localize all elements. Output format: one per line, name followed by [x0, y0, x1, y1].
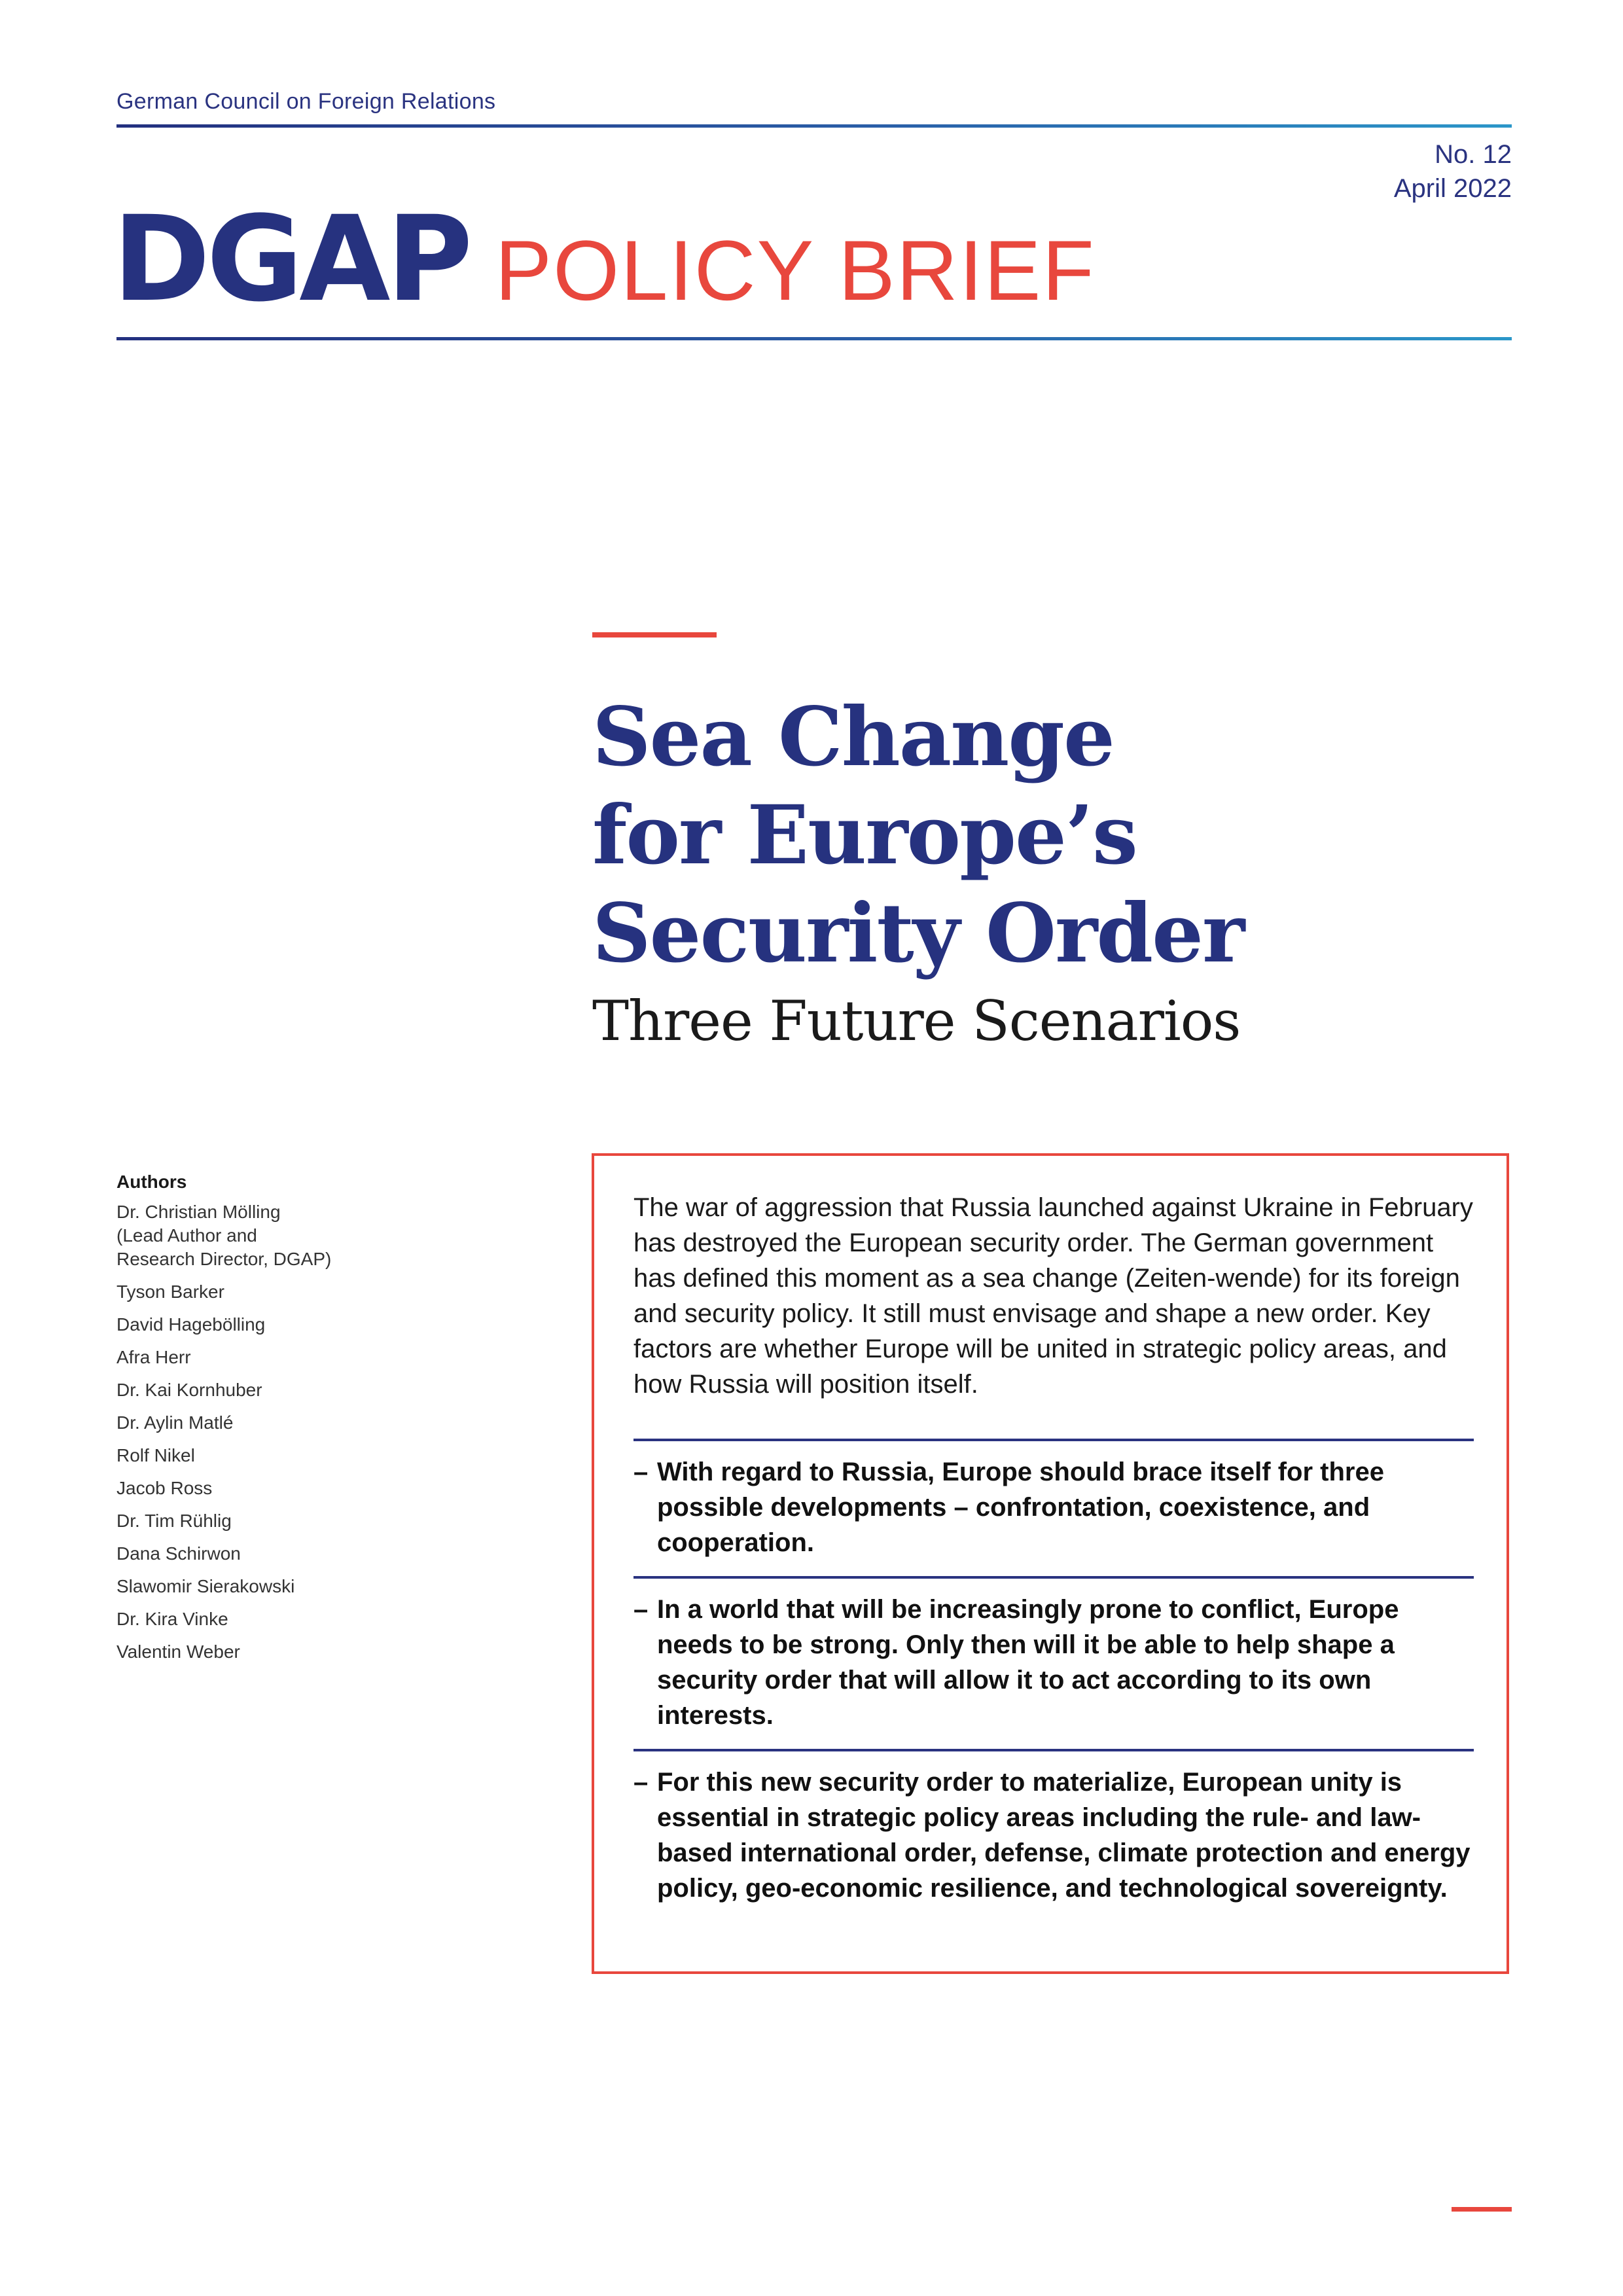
bullet-text: For this new security order to materialize, European unity is essential in strategic policy areas including the rule- and law-based international order, defense, climate protection and energy policy, geo-economic resilience, and technological sovereignty.	[657, 1768, 1471, 1903]
author-12: Dr. Kira Vinke	[116, 1609, 228, 1629]
summary-intro: The war of aggression that Russia launched against Ukraine in February has destroyed the European security order. The German government has defined this moment as a sea change (Zeiten-wende) for its foreign and security policy. It still must envisage and shape a new order. Key factors are whether Europe will be united in strategic policy areas, and how Russia will position itself.	[633, 1193, 1473, 1399]
footer-accent-bar	[1452, 2207, 1512, 2212]
author-4: Afra Herr	[116, 1347, 191, 1367]
bullet-dash: –	[633, 1595, 649, 1624]
summary-bullet	[633, 1592, 1474, 1733]
author-2: Tyson Barker	[116, 1282, 224, 1302]
author-10: Dana Schirwon	[116, 1543, 241, 1564]
author-1-role-b: Research Director, DGAP)	[116, 1249, 332, 1269]
author-5: Dr. Kai Kornhuber	[116, 1380, 262, 1400]
issue-info	[1394, 137, 1512, 206]
bullet-text: With regard to Russia, Europe should brace itself for three possible developments – confrontation, coexistence, and cooperation.	[657, 1458, 1384, 1557]
bullet-dash: –	[633, 1768, 649, 1797]
title-accent-bar	[592, 632, 717, 637]
authors-list	[116, 1172, 457, 1673]
page-subtitle: Three Future Scenarios	[592, 989, 1241, 1053]
issue-number: No. 12	[1435, 140, 1512, 169]
bullet-text: In a world that will be increasingly prone to conflict, Europe needs to be strong. Only then will it be able to help shape a security order that will allow it to act according to its own interests.	[657, 1595, 1399, 1730]
title-line-1: Sea Change	[592, 690, 1114, 785]
header-bottom-rule	[116, 337, 1512, 340]
author-13: Valentin Weber	[116, 1641, 240, 1662]
author-1: Dr. Christian Mölling	[116, 1202, 281, 1222]
author-11: Slawomir Sierakowski	[116, 1576, 295, 1596]
summary-bullet	[633, 1765, 1474, 1906]
dgap-logo	[113, 191, 1096, 328]
issue-date: April 2022	[1393, 174, 1512, 203]
author-1-role-a: (Lead Author and	[116, 1225, 257, 1246]
author-3: David Hagebölling	[116, 1314, 266, 1335]
authors-heading: Authors	[116, 1172, 187, 1192]
author-8: Jacob Ross	[116, 1478, 213, 1498]
logo-mark: DGAP	[113, 191, 469, 328]
summary-box	[592, 1153, 1509, 1974]
title-line-3: Security Order	[592, 886, 1244, 981]
title-line-2: for Europe’s	[592, 788, 1137, 883]
author-6: Dr. Aylin Matlé	[116, 1412, 234, 1433]
header-top-rule	[116, 124, 1512, 128]
logo-policy-brief: POLICY BRIEF	[495, 223, 1096, 318]
author-9: Dr. Tim Rühlig	[116, 1511, 232, 1531]
page-title	[592, 689, 1443, 983]
bullet-dash: –	[633, 1458, 649, 1486]
author-7: Rolf Nikel	[116, 1445, 195, 1465]
summary-bullet	[633, 1454, 1474, 1560]
organization-name: German Council on Foreign Relations	[116, 89, 496, 114]
